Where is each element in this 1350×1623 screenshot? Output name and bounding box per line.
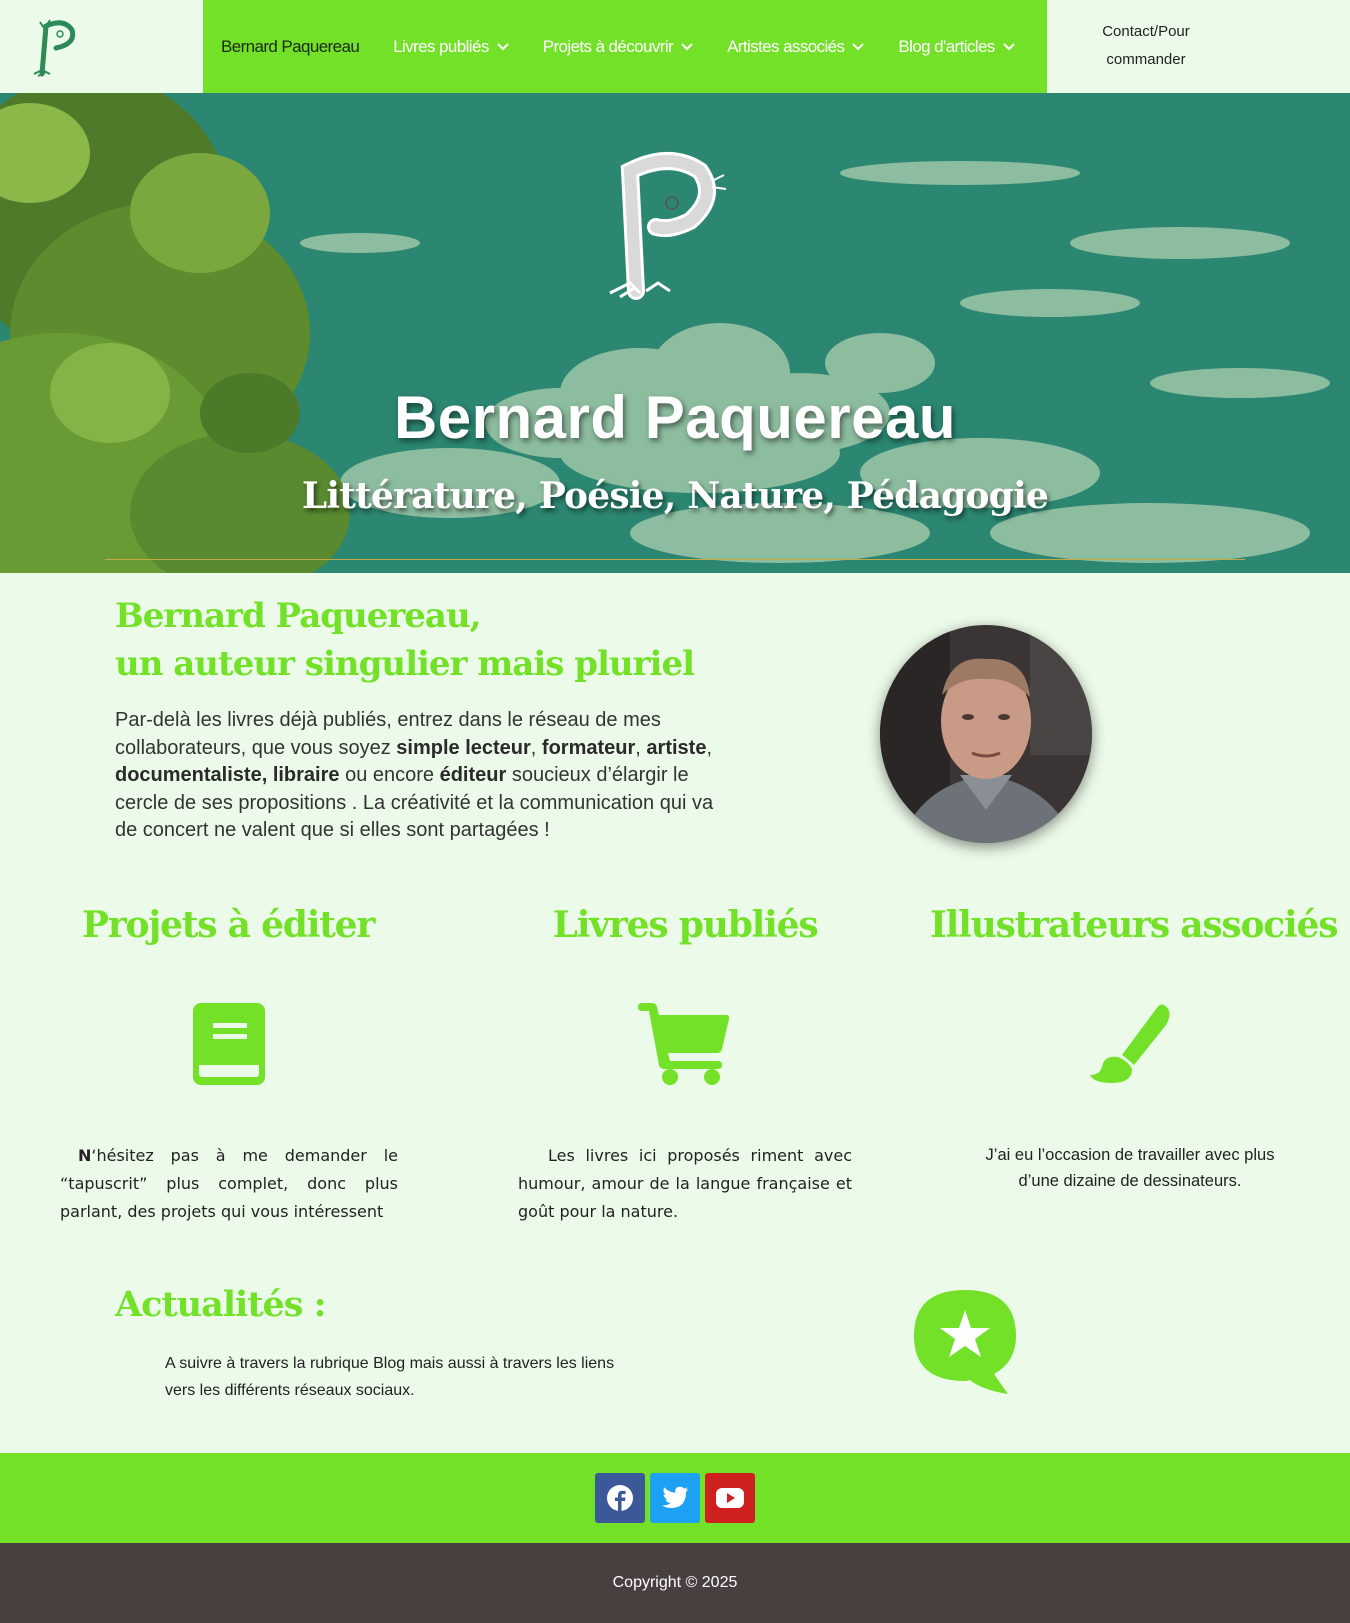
youtube-icon <box>716 1488 744 1508</box>
nav-label: Livres publiés <box>393 36 489 56</box>
nav-item-projets[interactable] <box>543 37 693 57</box>
feature-text-illustrateurs: J’ai eu l’occasion de travailler avec plus d’une dizaine de dessinateurs. <box>985 1146 1275 1190</box>
nav-item-blog[interactable] <box>898 37 1014 57</box>
nav-item-livres-publies[interactable] <box>393 37 509 57</box>
contact-line: commander <box>1106 51 1186 68</box>
facebook-icon <box>607 1485 633 1511</box>
chevron-down-icon <box>681 43 693 51</box>
feature-title-illustrateurs: Illustrateurs associés <box>930 904 1338 946</box>
intro-text-segment: , <box>706 736 712 759</box>
chevron-down-icon <box>497 43 509 51</box>
intro-text-segment: , <box>635 736 647 759</box>
hero-title: Bernard Paquereau <box>393 384 957 451</box>
feature-title-projets: Projets à éditer <box>81 904 375 946</box>
intro-heading <box>115 592 755 688</box>
intro-heading-line: un auteur singulier mais pluriel <box>115 644 695 684</box>
intro-text-segment: Par-delà les livres déjà publiés, entrez dans le réseau de mes collaborateurs, que vous soyez <box>115 709 661 759</box>
intro-bold-term: artiste <box>646 736 707 759</box>
intro-text-segment: ou encore <box>339 764 440 786</box>
intro-bold-term: éditeur <box>439 764 507 786</box>
hero-divider <box>105 559 1245 560</box>
feature-title-livres: Livres publiés <box>552 904 818 946</box>
news-paragraph: A suivre à travers la rubrique Blog mais aussi à travers les liens vers les différents réseaux sociaux. <box>165 1355 615 1399</box>
twitter-icon <box>661 1486 689 1510</box>
intro-paragraph <box>115 707 730 845</box>
main-nav <box>203 0 1047 93</box>
hero-p-monogram-icon <box>600 151 745 301</box>
site-header <box>0 0 1350 93</box>
facebook-button[interactable] <box>595 1473 645 1523</box>
intro-text-segment: , <box>530 736 542 759</box>
site-logo-icon[interactable] <box>24 14 84 78</box>
twitter-button[interactable] <box>650 1473 700 1523</box>
intro-bold-term: formateur <box>541 736 636 759</box>
hero-banner <box>0 93 1350 573</box>
social-bar <box>0 1453 1350 1543</box>
nav-item-artistes[interactable] <box>727 37 864 57</box>
feature-text-livres: Les livres ici proposés riment avec humour, amour de la langue française et goût pour la nature. <box>518 1146 852 1221</box>
author-portrait <box>880 625 1092 843</box>
contact-link[interactable] <box>1047 18 1245 74</box>
feature-text-projets <box>60 1142 398 1226</box>
nav-label: Artistes associés <box>727 36 845 56</box>
youtube-button[interactable] <box>705 1473 755 1523</box>
nav-label: Bernard Paquereau <box>221 36 360 56</box>
news-heading: Actualités : <box>115 1284 326 1325</box>
intro-bold-term: documentaliste, libraire <box>115 764 340 786</box>
paintbrush-icon[interactable] <box>1088 1003 1172 1085</box>
cart-icon[interactable] <box>638 1003 730 1085</box>
intro-text-segment: soucieux d’élargir le cercle de ses propositions . La créativité et la communication qui va de concert ne valent que si elles sont partagées ! <box>115 764 714 841</box>
star-speech-bubble-icon <box>912 1288 1018 1396</box>
nav-item-bernard-paquereau[interactable] <box>221 37 359 57</box>
nav-label: Projets à découvrir <box>542 36 674 56</box>
copyright-text: Copyright © 2025 <box>612 1574 738 1591</box>
chevron-down-icon <box>1003 43 1015 51</box>
hero-subtitle: Littérature, Poésie, Nature, Pédagogie <box>301 475 1049 517</box>
book-icon[interactable] <box>193 1003 265 1085</box>
chevron-down-icon <box>852 43 864 51</box>
feature-text-body: ‘hésitez pas à me demander le “tapuscrit” plus complet, donc plus parlant, des projets qui vous intéressent <box>60 1146 398 1221</box>
intro-heading-line: Bernard Paquereau, <box>115 596 481 636</box>
site-footer <box>0 1543 1350 1623</box>
nav-label: Blog d'articles <box>898 36 995 56</box>
feature-text-lead: N <box>78 1146 92 1165</box>
intro-bold-term: simple lecteur <box>396 736 531 759</box>
contact-line: Contact/Pour <box>1102 23 1190 40</box>
